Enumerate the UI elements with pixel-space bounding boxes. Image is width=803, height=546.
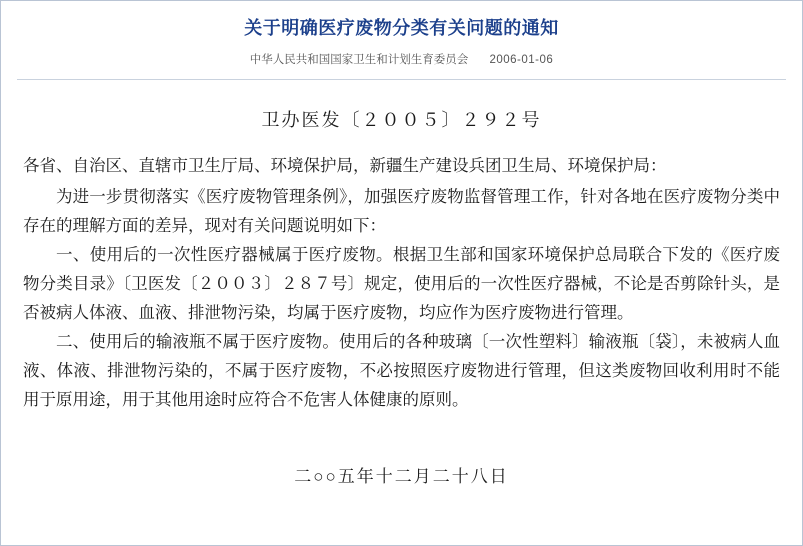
- document-date: 2006-01-06: [489, 54, 554, 66]
- document-paragraph: 一、使用后的一次性医疗器械属于医疗废物。根据卫生部和国家环境保护总局联合下发的《医疗废物分类目录》〔卫医发〔２００３〕２８７号〕规定，使用后的一次性医疗器械，不论是否剪除针头，是否被病人体液、血液、排泄物污染，均属于医疗废物，均应作为医疗废物进行管理。: [23, 245, 780, 322]
- document-addressee: 各省、自治区、直辖市卫生厅局、环境保护局，新疆生产建设兵团卫生局、环境保护局：: [23, 156, 667, 175]
- document-source: 中华人民共和国国家卫生和计划生育委员会: [249, 54, 469, 66]
- document-body: [1, 106, 802, 491]
- header-divider: [17, 79, 786, 80]
- document-sign-date: 二○○五年十二月二十八日: [294, 467, 509, 486]
- document-meta: [1, 51, 802, 67]
- document-header: [1, 1, 802, 67]
- document-paragraph: 为进一步贯彻落实《医疗废物管理条例》，加强医疗废物监督管理工作，针对各地在医疗废物分类中存在的理解方面的差异，现对有关问题说明如下：: [23, 187, 780, 235]
- document-paragraph: 二、使用后的输液瓶不属于医疗废物。使用后的各种玻璃〔一次性塑料〕输液瓶〔袋〕，未被病人血液、体液、排泄物污染的，不属于医疗废物，不必按照医疗废物进行管理，但这类废物回收利用时不能用于原用途，用于其他用途时应符合不危害人体健康的原则。: [23, 332, 780, 409]
- page-title: 关于明确医疗废物分类有关问题的通知: [244, 18, 559, 38]
- document-number: 卫办医发〔２００５〕２９２号: [261, 110, 542, 130]
